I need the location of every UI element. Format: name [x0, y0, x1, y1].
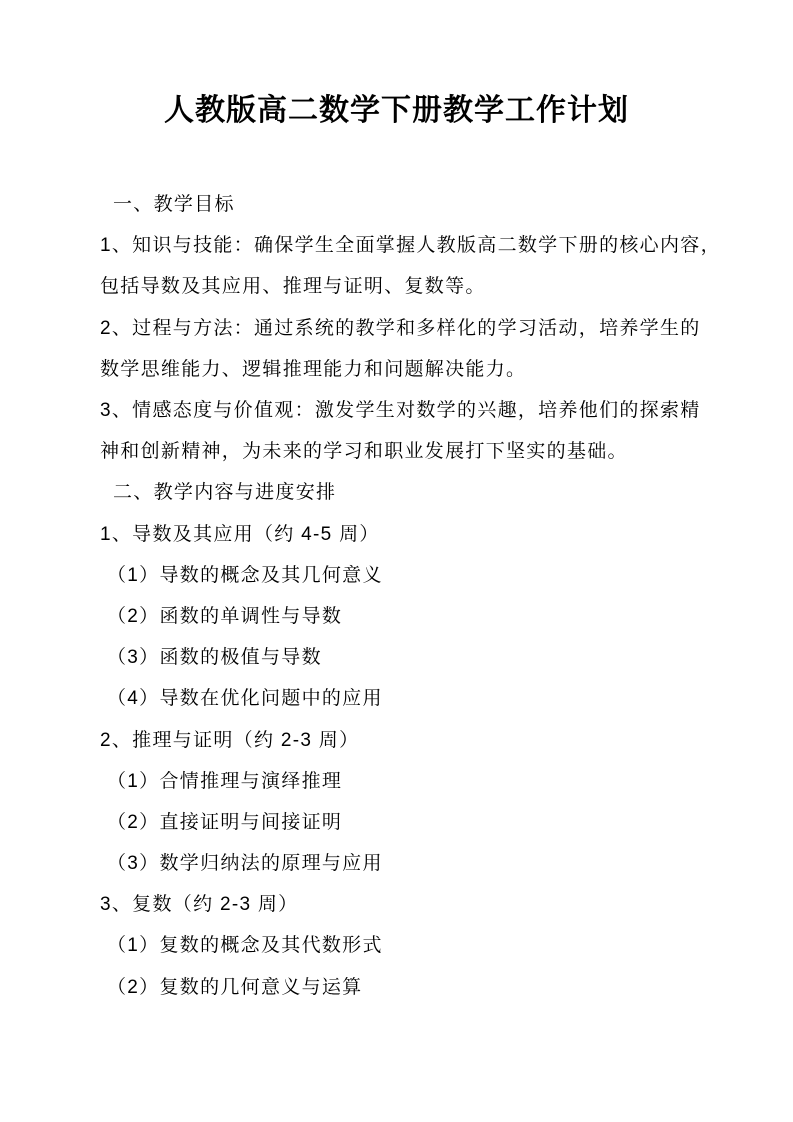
- document-title: 人教版高二数学下册教学工作计划: [164, 94, 629, 127]
- text-line: 1、知识与技能：确保学生全面掌握人教版高二数学下册的核心内容，: [100, 235, 721, 257]
- text-line: （2）复数的几何意义与运算: [107, 976, 363, 998]
- text-line: 数学思维能力、逻辑推理能力和问题解决能力。: [100, 358, 527, 380]
- text-line: （1）合情推理与演绎推理: [107, 770, 343, 792]
- text-line: 二、教学内容与进度安排: [113, 482, 337, 504]
- document-body: [100, 182, 721, 1006]
- text-line: （2）直接证明与间接证明: [107, 811, 343, 833]
- text-line: （3）函数的极值与导数: [107, 647, 322, 669]
- text-line: （1）复数的概念及其代数形式: [107, 935, 383, 957]
- text-line: 1、导数及其应用（约 4-5 周）: [100, 523, 380, 545]
- text-line: 2、过程与方法：通过系统的教学和多样化的学习活动，培养学生的: [100, 317, 701, 339]
- text-line: （1）导数的概念及其几何意义: [107, 564, 383, 586]
- text-line: 包括导数及其应用、推理与证明、复数等。: [100, 276, 486, 298]
- text-line: （3）数学归纳法的原理与应用: [107, 853, 383, 875]
- text-line: 3、复数（约 2-3 周）: [100, 894, 299, 916]
- text-line: 神和创新精神，为未来的学习和职业发展打下坚实的基础。: [100, 441, 628, 463]
- text-line: 3、情感态度与价值观：激发学生对数学的兴趣，培养他们的探索精: [100, 400, 701, 422]
- text-line: （4）导数在优化问题中的应用: [107, 688, 383, 710]
- text-line: 2、推理与证明（约 2-3 周）: [100, 729, 360, 751]
- text-line: 一、教学目标: [113, 194, 235, 216]
- text-line: （2）函数的单调性与导数: [107, 605, 343, 627]
